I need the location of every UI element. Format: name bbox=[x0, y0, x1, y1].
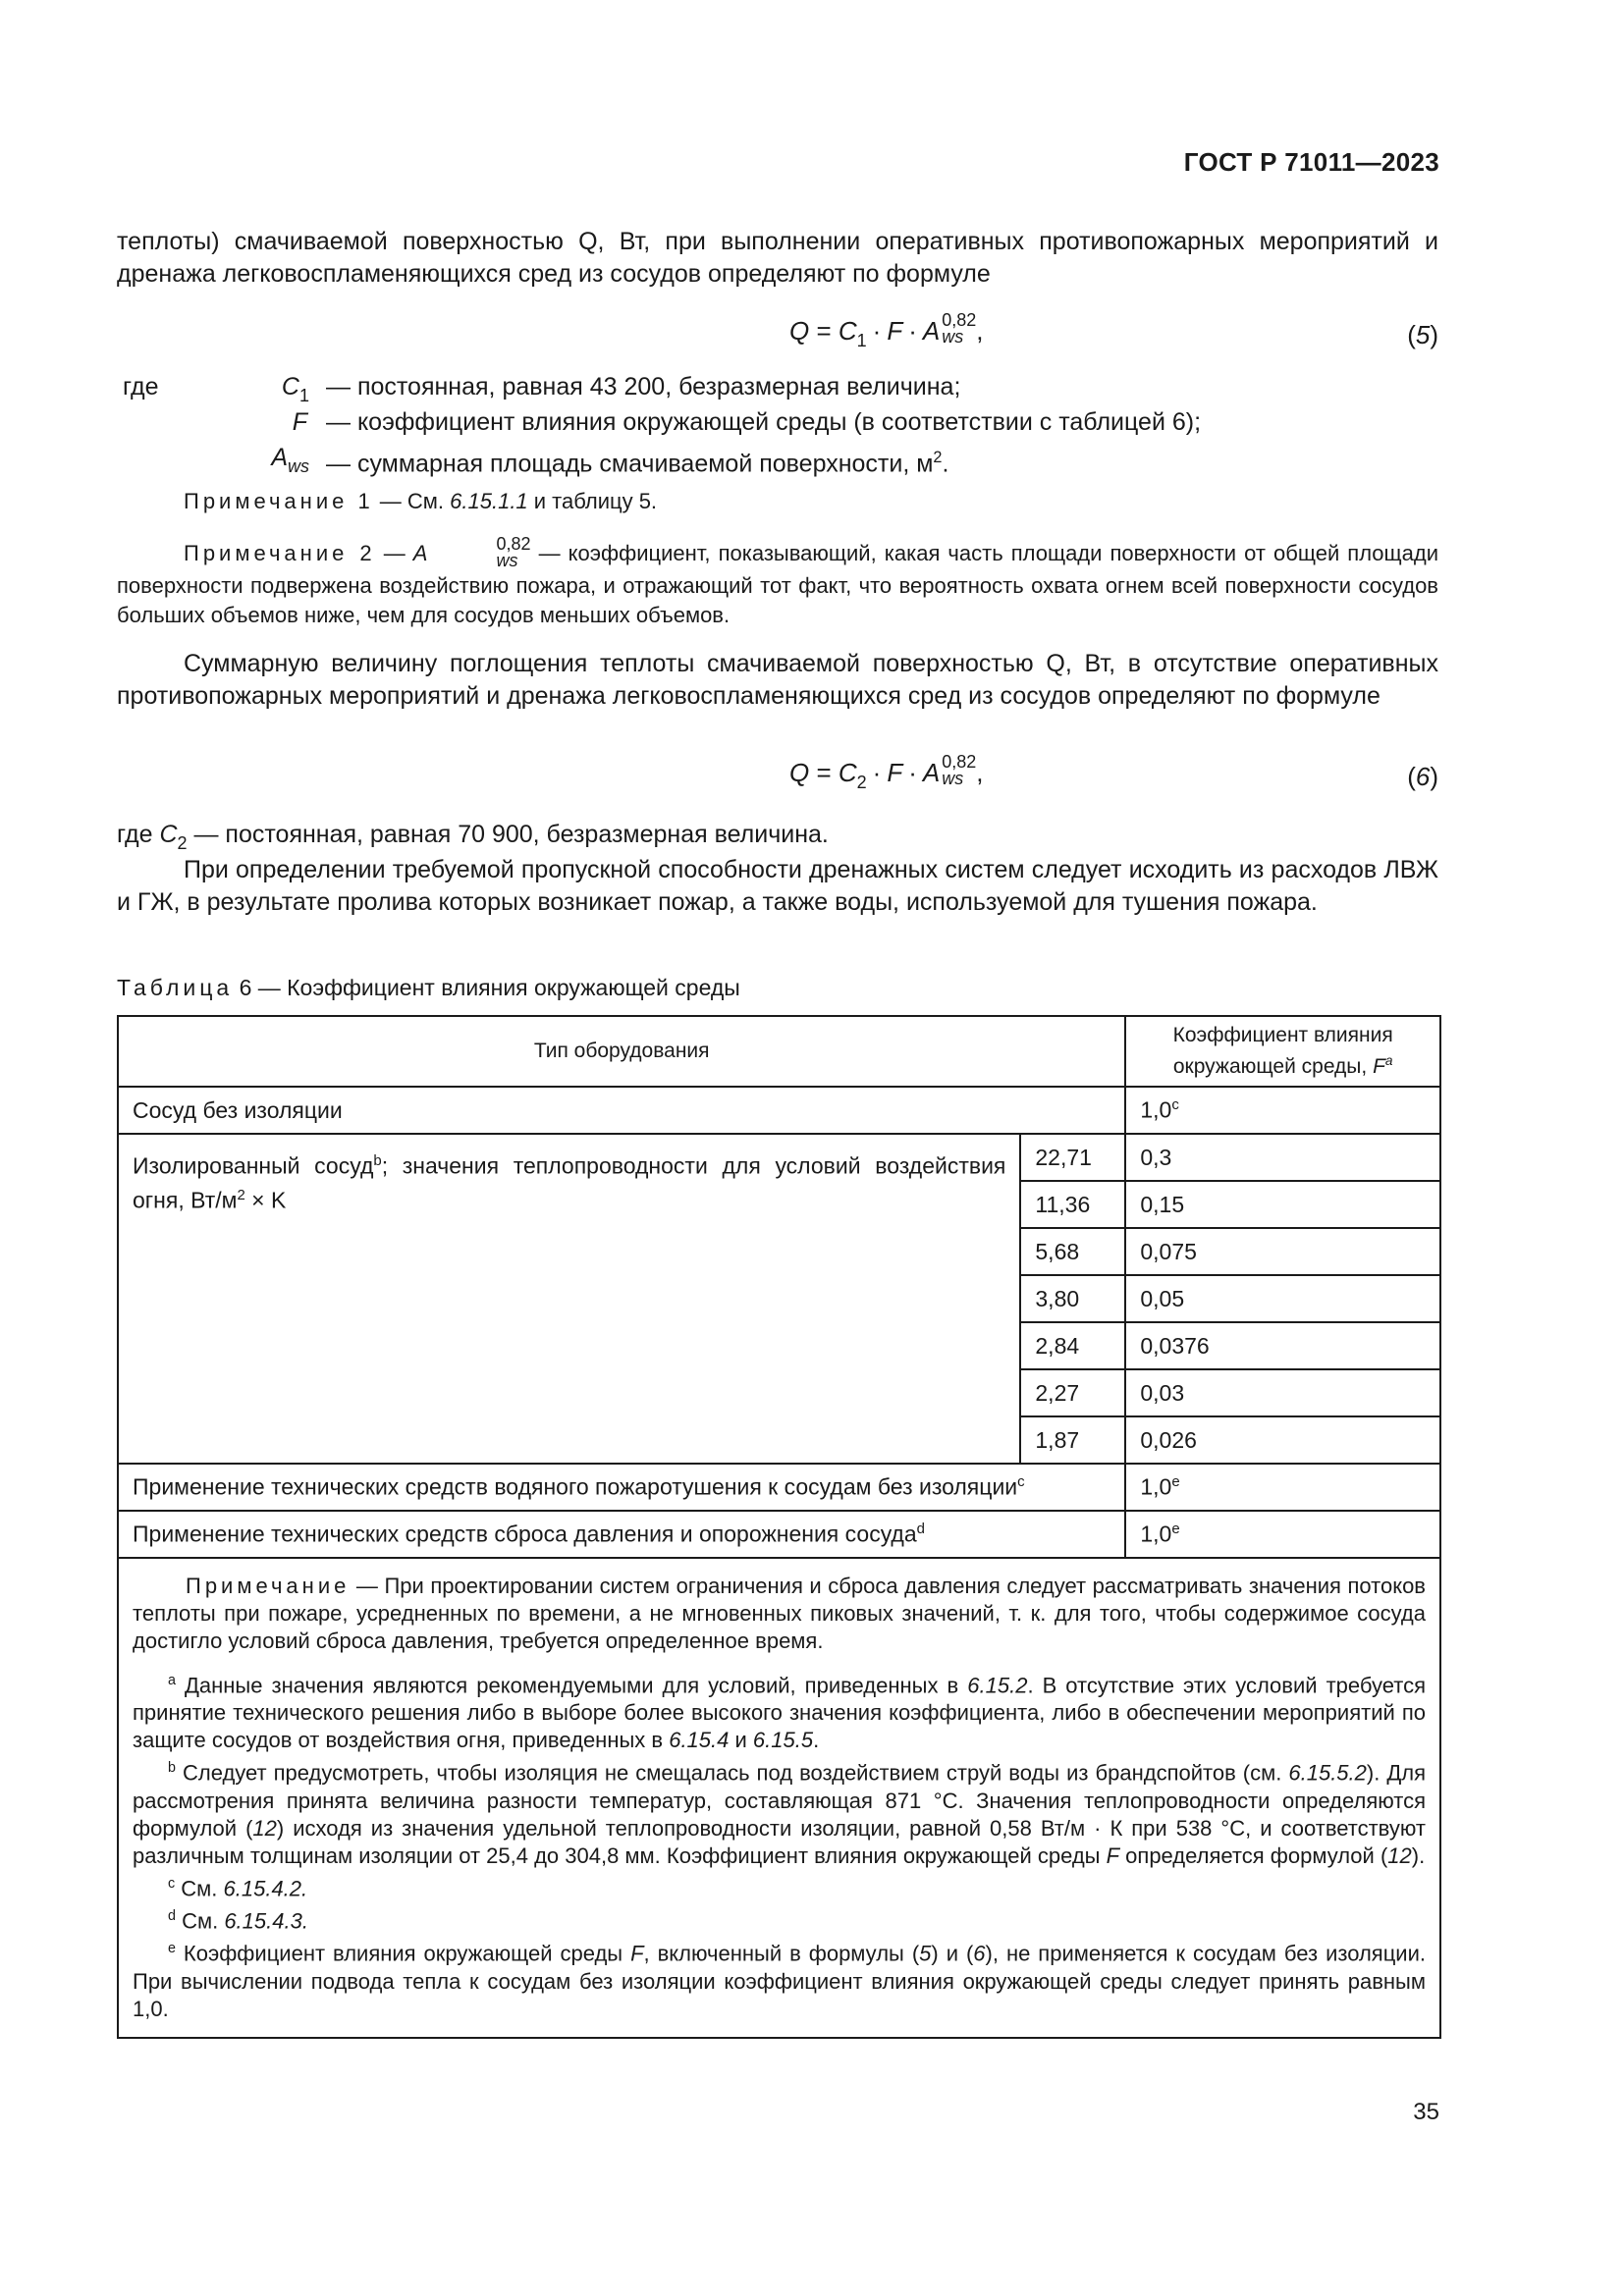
formula-5-definitions bbox=[117, 369, 1438, 478]
footnote-c: $^c$ См. 6.15.4.2. bbox=[168, 1875, 308, 1900]
table-notes-row bbox=[118, 1558, 1440, 2038]
table-6 bbox=[117, 1015, 1441, 2039]
definition-c1: где $C_1$ — постоянная, равная 43 200, безразмерная величина; bbox=[123, 373, 961, 405]
note-2: Примечание 2 — A 0,82 ws — коэффициент, показывающий, какая часть площади поверхности от общей площади поверхности подвержена воздействию пожара, и отражающий тот факт, что вероятность охвата огнем всей поверхности сосудов больших объемов ниже, чем для сосудов меньших объемов. bbox=[117, 534, 1438, 627]
formula-6-number: (6) bbox=[1407, 762, 1438, 791]
footnote-d: $^d$ См. 6.15.4.3. bbox=[168, 1907, 308, 1934]
document-header: ГОСТ Р 71011—2023 bbox=[1183, 147, 1439, 177]
table-row: 3,80 0,05 bbox=[118, 1275, 1440, 1322]
definition-f: F — коэффициент влияния окружающей среды (в соответствии с таблицей 6); bbox=[292, 408, 1202, 436]
table-row: 2,27 0,03 bbox=[118, 1369, 1440, 1416]
table-notes bbox=[118, 1558, 1440, 2038]
table-row: 1,87 0,026 bbox=[118, 1416, 1440, 1464]
table-row: Применение технических средств сброса давления и опорожнения сосуда$^d$ 1,0e bbox=[118, 1511, 1440, 1558]
paragraph-drainage: При определении требуемой пропускной способности дренажных систем следует исходить из расходов ЛВЖ и ГЖ, в результате пролива которых возникает пожар, а также воды, используемой для тушения пожара. bbox=[117, 856, 1438, 916]
footnote-b: $^b$ Следует предусмотреть, чтобы изоляция не смещалась под воздействием струй воды из брандспойтов (см. 6.15.5.2). Для рассмотрения принята величина разности температур, составляющая 871 °С. Значения теплопроводности определяются формулой (12) исходя из значения удельной теплопроводности изоляции, равной 0,58 Вт/м · К при 538 °С, и соответствуют различным толщинам изоляции от 25,4 до 304,8 мм. Коэффициент влияния окружающей среды F определяется формулой (12). bbox=[133, 1760, 1426, 1868]
formula-6-expression: $Q = C_2 \cdot F \cdot A$ 0,82 ws , bbox=[789, 752, 984, 792]
formula-5-number: (5) bbox=[1407, 320, 1438, 349]
note-1: Примечание 1 — См. 6.15.1.1 и таблицу 5. bbox=[184, 489, 658, 513]
table-header-row bbox=[118, 1016, 1440, 1087]
paragraph-intro: теплоты) смачиваемой поверхностью Q, Вт, при выполнении оперативных противопожарных мероприятий и дренажа легковоспламеняющихся сред из сосудов определяют по формуле bbox=[117, 228, 1438, 288]
page-number: 35 bbox=[1413, 2099, 1439, 2125]
footnote-e: $^e$ Коэффициент влияния окружающей среды F, включенный в формулы (5) и (6), не применяется к сосудам без изоляции. При вычислении подвода тепла к сосудам без изоляции коэффициент влияния окружающей среды следует принять равным 1,0. bbox=[133, 1941, 1426, 2021]
table-row: 2,84 0,0376 bbox=[118, 1322, 1440, 1369]
table-row: Применение технических средств водяного пожаротушения к сосудам без изоляции$^c$ 1,0e bbox=[118, 1464, 1440, 1511]
table-note: Примечание — При проектировании систем ограничения и сброса давления следует рассматривать значения потоков теплоты при пожаре, усредненных по времени, а не мгновенных пиковых значений, т. к. для того, чтобы содержимое сосуда достигло условий сброса давления, требуется определенное время. bbox=[133, 1574, 1426, 1653]
table-row: 11,36 0,15 bbox=[118, 1181, 1440, 1228]
table-row: 5,68 0,075 bbox=[118, 1228, 1440, 1275]
definition-aws: $A_{ws}$ — суммарная площадь смачиваемой поверхности, $м^2$. bbox=[271, 444, 949, 478]
table-row: Сосуд без изоляции 1,0$^c$ bbox=[118, 1087, 1440, 1134]
header-coefficient: Коэффициент влияния окружающей среды, $F^a$ bbox=[1125, 1016, 1440, 1087]
definition-c2: где $C_2$ — постоянная, равная 70 900, безразмерная величина. bbox=[117, 821, 829, 853]
formula-5-expression: $Q = C_1 \cdot F \cdot A$ 0,82 ws , bbox=[789, 310, 984, 350]
header-equipment-type: Тип оборудования bbox=[118, 1016, 1125, 1087]
paragraph-formula-6-intro: Суммарную величину поглощения теплоты смачиваемой поверхностью Q, Вт, в отсутствие оперативных противопожарных мероприятий и дренажа легковоспламеняющихся сред из сосудов определяют по формуле bbox=[117, 650, 1438, 710]
table-row: Изолированный сосуд$^b$; значения теплопроводности для условий воздействия огня, $Вт/м^2 \times K$ 22,71 0,3 bbox=[118, 1134, 1440, 1181]
table-6-caption: Таблица 6 — Коэффициент влияния окружающей среды bbox=[117, 975, 740, 1000]
insulated-vessel-label: Изолированный сосуд$^b$; значения теплопроводности для условий воздействия огня, $Вт/м^2 \times K$ bbox=[118, 1134, 1020, 1464]
formula-5 bbox=[117, 310, 1438, 355]
footnote-a: $^a$ Данные значения являются рекомендуемыми для условий, приведенных в 6.15.2. В отсутствие этих условий требуется принятие технического решения либо в выборе более высокого значения коэффициента, либо в обеспечении мероприятий по защите сосудов от воздействия огня, приведенных в 6.15.4 и 6.15.5. bbox=[133, 1673, 1426, 1753]
formula-6 bbox=[117, 752, 1438, 797]
